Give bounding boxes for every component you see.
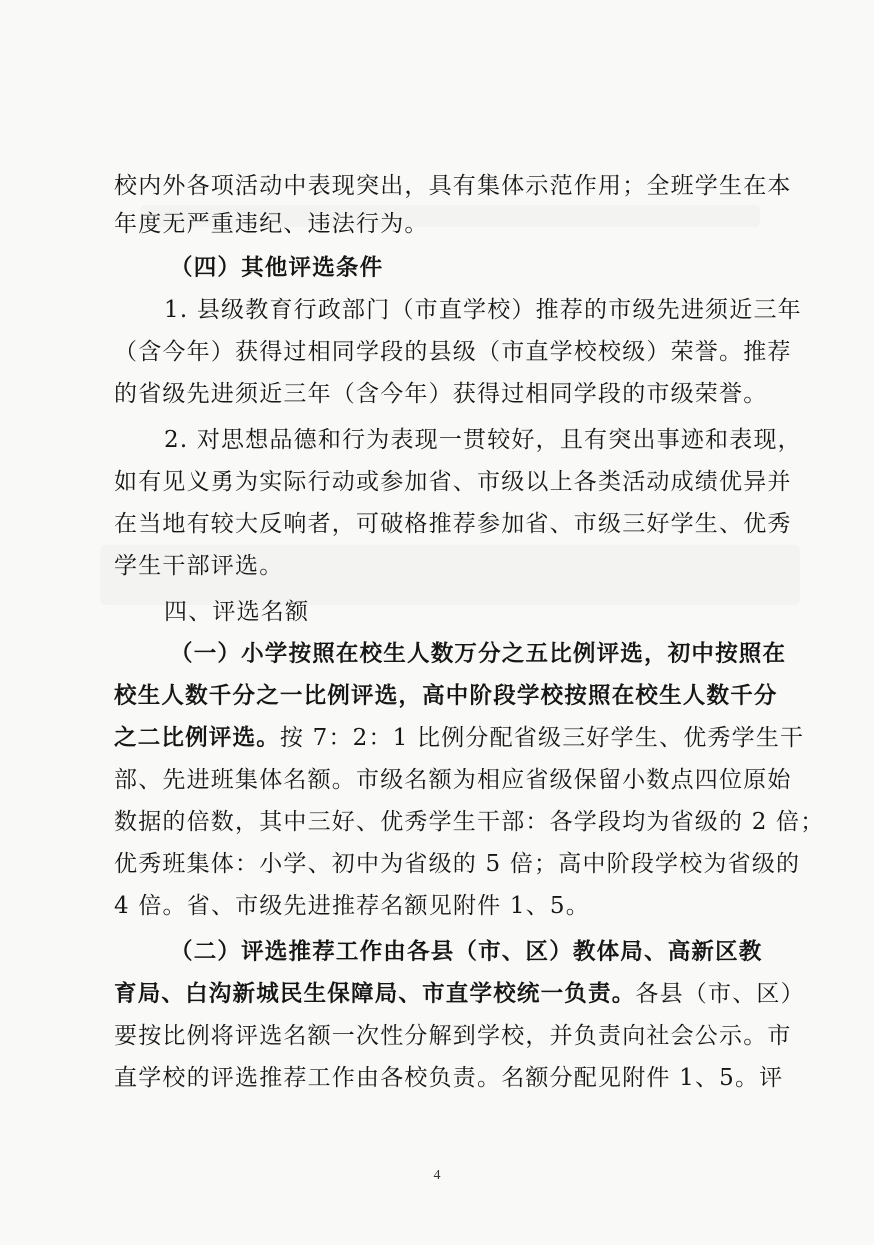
paragraph-line: （二）评选推荐工作由各县（市、区）教体局、高新区教: [170, 939, 763, 965]
page-number: 4: [433, 1168, 441, 1183]
regular-phrase: 各县（市、区）: [635, 981, 805, 1007]
paragraph-line: 优秀班集体：小学、初中为省级的 5 倍；高中阶段学校为省级的: [114, 851, 801, 877]
regular-phrase: 按 7：2：1 比例分配省级三好学生、优秀学生干: [279, 725, 805, 751]
paragraph-line: （含今年）获得过相同学段的县级（市直学校校级）荣誉。推荐: [114, 339, 792, 365]
paragraph-line: 校生人数千分之一比例评选，高中阶段学校按照在校生人数千分: [114, 683, 778, 709]
paragraph-line: 2. 对思想品德和行为表现一贯较好，且有突出事迹和表现，: [164, 427, 802, 453]
paragraph-line: 数据的倍数，其中三好、优秀学生干部：各学段均为省级的 2 倍；: [114, 809, 825, 835]
paragraph-line: [114, 719, 805, 757]
bold-phrase: 之二比例评选。: [114, 725, 280, 751]
paragraph-line: 要按比例将评选名额一次性分解到学校，并负责向社会公示。市: [114, 1023, 792, 1049]
bold-phrase: 育局、白沟新城民生保障局、市直学校统一负责。: [114, 981, 636, 1007]
paragraph-line: 在当地有较大反响者，可破格推荐参加省、市级三好学生、优秀: [114, 511, 792, 537]
section-heading: 四、评选名额: [164, 599, 310, 625]
paragraph-line: 学生干部评选。: [114, 553, 284, 579]
paragraph-line: 年度无严重违纪、违法行为。: [114, 211, 429, 237]
paragraph-line: （一）小学按照在校生人数万分之五比例评选，初中按照在: [170, 641, 787, 667]
paragraph-line: 直学校的评选推荐工作由各校负责。名额分配见附件 1、5。评: [114, 1065, 784, 1091]
paragraph-line: [114, 975, 805, 1013]
paragraph-line: 1. 县级教育行政部门（市直学校）推荐的市级先进须近三年: [164, 297, 802, 323]
paragraph-line: 校内外各项活动中表现突出，具有集体示范作用；全班学生在本: [114, 173, 792, 199]
section-heading: （四）其他评选条件: [170, 255, 384, 281]
document-body: [114, 167, 825, 1097]
paragraph-line: 4 倍。省、市级先进推荐名额见附件 1、5。: [114, 893, 590, 919]
paragraph-line: 如有见义勇为实际行动或参加省、市级以上各类活动成绩优异并: [114, 469, 792, 495]
paragraph-line: 部、先进班集体名额。市级名额为相应省级保留小数点四位原始: [114, 767, 792, 793]
paragraph-line: 的省级先进须近三年（含今年）获得过相同学段的市级荣誉。: [114, 381, 768, 407]
